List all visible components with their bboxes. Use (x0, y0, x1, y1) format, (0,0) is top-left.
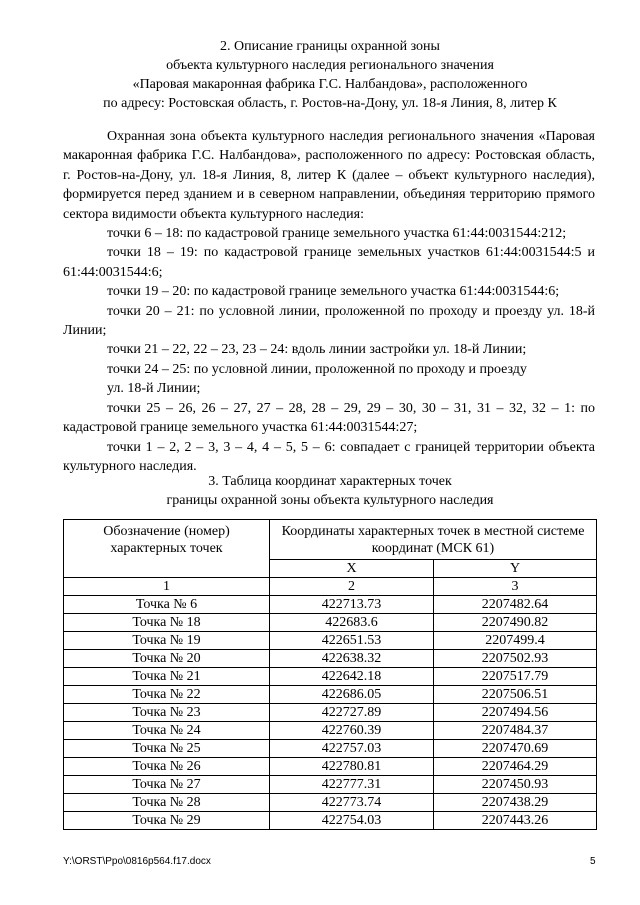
section2-title-line: 2. Описание границы охранной зоны (220, 39, 440, 54)
boundary-item: точки 19 – 20: по кадастровой границе земельного участка 61:44:0031544:6; (107, 284, 560, 300)
table-row (64, 704, 597, 722)
intro-paragraph: Охранная зона объекта культурного наследия регионального значения «Паровая макаронная фабрика Г.С. Налбандова», расположенного по адресу: Ростовская область, г. Ростов-на-Дону, ул. 18-я Линия, 8, литер К (далее – объект культурного наследия), формируется перед зданием и в северном направлении, объединяя территорию прямого сектора видимости объекта культурного наследия: (63, 129, 595, 222)
y-coordinate-cell: 2207470.69 (434, 740, 597, 758)
x-coordinate-cell: 422683.6 (270, 614, 434, 632)
point-cell: Точка № 28 (64, 794, 270, 812)
x-coordinate-cell: 422780.81 (270, 758, 434, 776)
table-row (64, 812, 597, 830)
y-coordinate-cell: 2207494.56 (434, 704, 597, 722)
table-row (64, 794, 597, 812)
point-cell: Точка № 21 (64, 668, 270, 686)
x-coordinate-cell: 422727.89 (270, 704, 434, 722)
y-coordinate-cell: 2207502.93 (434, 650, 597, 668)
x-coordinate-cell: 422686.05 (270, 686, 434, 704)
section2-heading (60, 37, 600, 113)
x-coordinate-cell: 422757.03 (270, 740, 434, 758)
boundary-item: точки 25 – 26, 26 – 27, 27 – 28, 28 – 29, 29 – 30, 30 – 31, 31 – 32, 32 – 1: по кадастровой границе земельного участка 61:44:0031544:27; (63, 400, 595, 436)
x-coordinate-cell: 422777.31 (270, 776, 434, 794)
point-cell: Точка № 18 (64, 614, 270, 632)
point-cell: Точка № 23 (64, 704, 270, 722)
footer-file-path: Y:\ORST\Ppo\0816p564.f17.docx (63, 856, 211, 867)
column-number: 2 (270, 578, 434, 596)
y-coordinate-cell: 2207438.29 (434, 794, 597, 812)
y-coordinate-cell: 2207450.93 (434, 776, 597, 794)
column-number: 1 (64, 578, 270, 596)
boundary-item: точки 24 – 25: по условной линии, проложенной по проходу и проезду (107, 361, 527, 377)
coordinates-table (63, 519, 597, 830)
point-cell: Точка № 29 (64, 812, 270, 830)
table-row (64, 668, 597, 686)
table-header-row (64, 520, 597, 560)
y-coordinate-cell: 2207482.64 (434, 596, 597, 614)
x-header: X (270, 560, 434, 578)
boundary-item-continuation: ул. 18-й Линии; (107, 381, 201, 397)
point-cell: Точка № 27 (64, 776, 270, 794)
boundary-item: точки 18 – 19: по кадастровой границе земельных участков 61:44:0031544:5 и 61:44:0031544:6; (63, 245, 595, 280)
x-coordinate-cell: 422754.03 (270, 812, 434, 830)
boundary-item: точки 20 – 21: по условной линии, проложенной по проходу и проезду ул. 18-й Линии; (63, 303, 595, 339)
table-row (64, 722, 597, 740)
table-row (64, 740, 597, 758)
boundary-item: точки 6 – 18: по кадастровой границе земельного участка 61:44:0031544:212; (107, 226, 567, 242)
x-coordinate-cell: 422773.74 (270, 794, 434, 812)
page-number: 5 (590, 856, 596, 867)
point-cell: Точка № 24 (64, 722, 270, 740)
y-coordinate-cell: 2207506.51 (434, 686, 597, 704)
x-coordinate-cell: 422760.39 (270, 722, 434, 740)
table-row (64, 650, 597, 668)
x-coordinate-cell: 422642.18 (270, 668, 434, 686)
boundary-item: точки 1 – 2, 2 – 3, 3 – 4, 4 – 5, 5 – 6: совпадает с границей территории объекта культурного наследия. (63, 439, 595, 474)
section3-title-line: границы охранной зоны объекта культурного наследия (166, 493, 494, 508)
point-cell: Точка № 25 (64, 740, 270, 758)
section3-title-line: 3. Таблица координат характерных точек (208, 474, 452, 489)
section2-title-line: по адресу: Ростовская область, г. Ростов-на-Дону, ул. 18-я Линия, 8, литер К (103, 96, 557, 111)
y-coordinate-cell: 2207464.29 (434, 758, 597, 776)
column-number-row (64, 578, 597, 596)
point-cell: Точка № 22 (64, 686, 270, 704)
table-row (64, 776, 597, 794)
table-row (64, 758, 597, 776)
y-header: Y (434, 560, 597, 578)
point-cell: Точка № 6 (64, 596, 270, 614)
x-coordinate-cell: 422713.73 (270, 596, 434, 614)
section2-body (63, 127, 595, 476)
section2-title-line: объекта культурного наследия регионального значения (166, 58, 494, 73)
point-cell: Точка № 20 (64, 650, 270, 668)
x-coordinate-cell: 422651.53 (270, 632, 434, 650)
point-cell: Точка № 26 (64, 758, 270, 776)
y-coordinate-cell: 2207484.37 (434, 722, 597, 740)
table-row (64, 614, 597, 632)
coordinates-header: Координаты характерных точек в местной системе координат (МСК 61) (270, 520, 597, 560)
table-row (64, 686, 597, 704)
table-row (64, 632, 597, 650)
section2-title-line: «Паровая макаронная фабрика Г.С. Налбандова», расположенного (132, 77, 528, 92)
x-coordinate-cell: 422638.32 (270, 650, 434, 668)
point-cell: Точка № 19 (64, 632, 270, 650)
y-coordinate-cell: 2207499.4 (434, 632, 597, 650)
table-row (64, 596, 597, 614)
y-coordinate-cell: 2207517.79 (434, 668, 597, 686)
boundary-item: точки 21 – 22, 22 – 23, 23 – 24: вдоль линии застройки ул. 18-й Линии; (107, 342, 527, 358)
column-number: 3 (434, 578, 597, 596)
point-designation-header: Обозначение (номер) характерных точек (64, 520, 270, 578)
section3-heading (60, 472, 600, 510)
y-coordinate-cell: 2207490.82 (434, 614, 597, 632)
y-coordinate-cell: 2207443.26 (434, 812, 597, 830)
